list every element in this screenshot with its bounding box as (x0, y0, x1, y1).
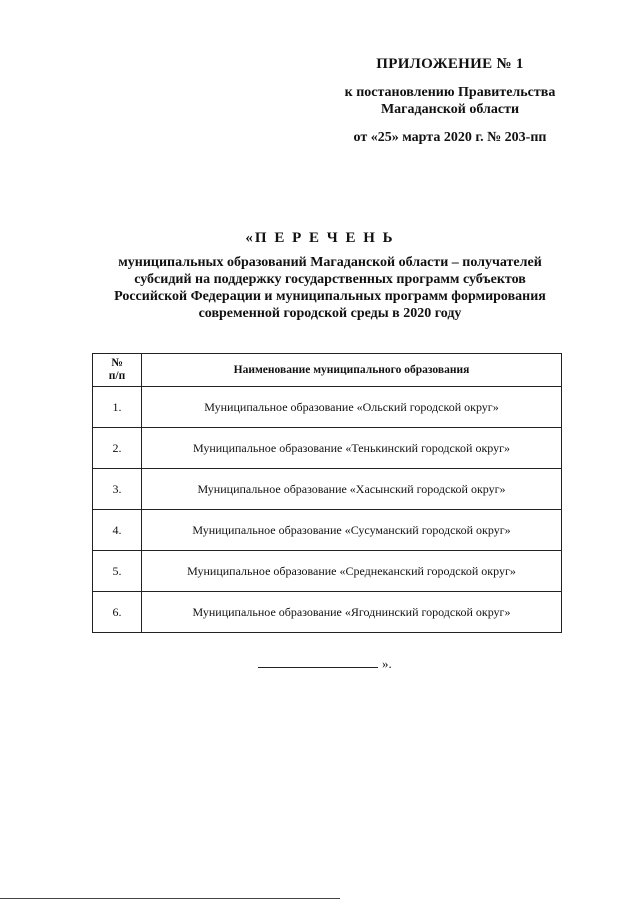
municipalities-table (92, 353, 562, 633)
row-number: 3. (93, 469, 142, 510)
table-row (93, 469, 562, 510)
row-name: Муниципальное образование «Тенькинский городской округ» (142, 428, 562, 469)
row-name: Муниципальное образование «Ягоднинский городской округ» (142, 592, 562, 633)
list-subtitle-line: субсидий на поддержку государственных программ субъектов (134, 272, 526, 287)
header-name: Наименование муниципального образования (142, 354, 562, 387)
row-name: Муниципальное образование «Хасынский городской округ» (142, 469, 562, 510)
header-number-symbol: № (111, 357, 123, 369)
appendix-reference (300, 84, 600, 118)
list-subtitle (90, 254, 570, 322)
closing-mark (258, 656, 392, 672)
table-header-row (93, 354, 562, 387)
row-name: Муниципальное образование «Сусуманский городской округ» (142, 510, 562, 551)
row-name: Муниципальное образование «Среднеканский городской округ» (142, 551, 562, 592)
closing-quote: ». (382, 656, 392, 671)
header-number-abbr: п/п (108, 370, 126, 382)
table-row (93, 387, 562, 428)
appendix-reference-line: к постановлению Правительства (344, 85, 556, 100)
table-row (93, 428, 562, 469)
table-row (93, 592, 562, 633)
list-subtitle-line: современной городской среды в 2020 году (198, 306, 462, 321)
row-number: 4. (93, 510, 142, 551)
row-number: 1. (93, 387, 142, 428)
list-subtitle-line: муниципальных образований Магаданской области – получателей (118, 255, 542, 270)
row-number: 5. (93, 551, 142, 592)
footer-divider (0, 898, 340, 899)
closing-underline (258, 657, 378, 668)
row-number: 6. (93, 592, 142, 633)
appendix-date: от «25» марта 2020 г. № 203-пп (353, 130, 547, 145)
list-subtitle-line: Российской Федерации и муниципальных программ формирования (114, 289, 546, 304)
row-name: Муниципальное образование «Ольский городской округ» (142, 387, 562, 428)
appendix-reference-line: Магаданской области (380, 102, 520, 117)
appendix-title: ПРИЛОЖЕНИЕ № 1 (376, 56, 524, 72)
table-row (93, 510, 562, 551)
list-title: «П Е Р Е Ч Е Н Ь (245, 230, 395, 246)
row-number: 2. (93, 428, 142, 469)
header-number (93, 354, 142, 387)
table-row (93, 551, 562, 592)
